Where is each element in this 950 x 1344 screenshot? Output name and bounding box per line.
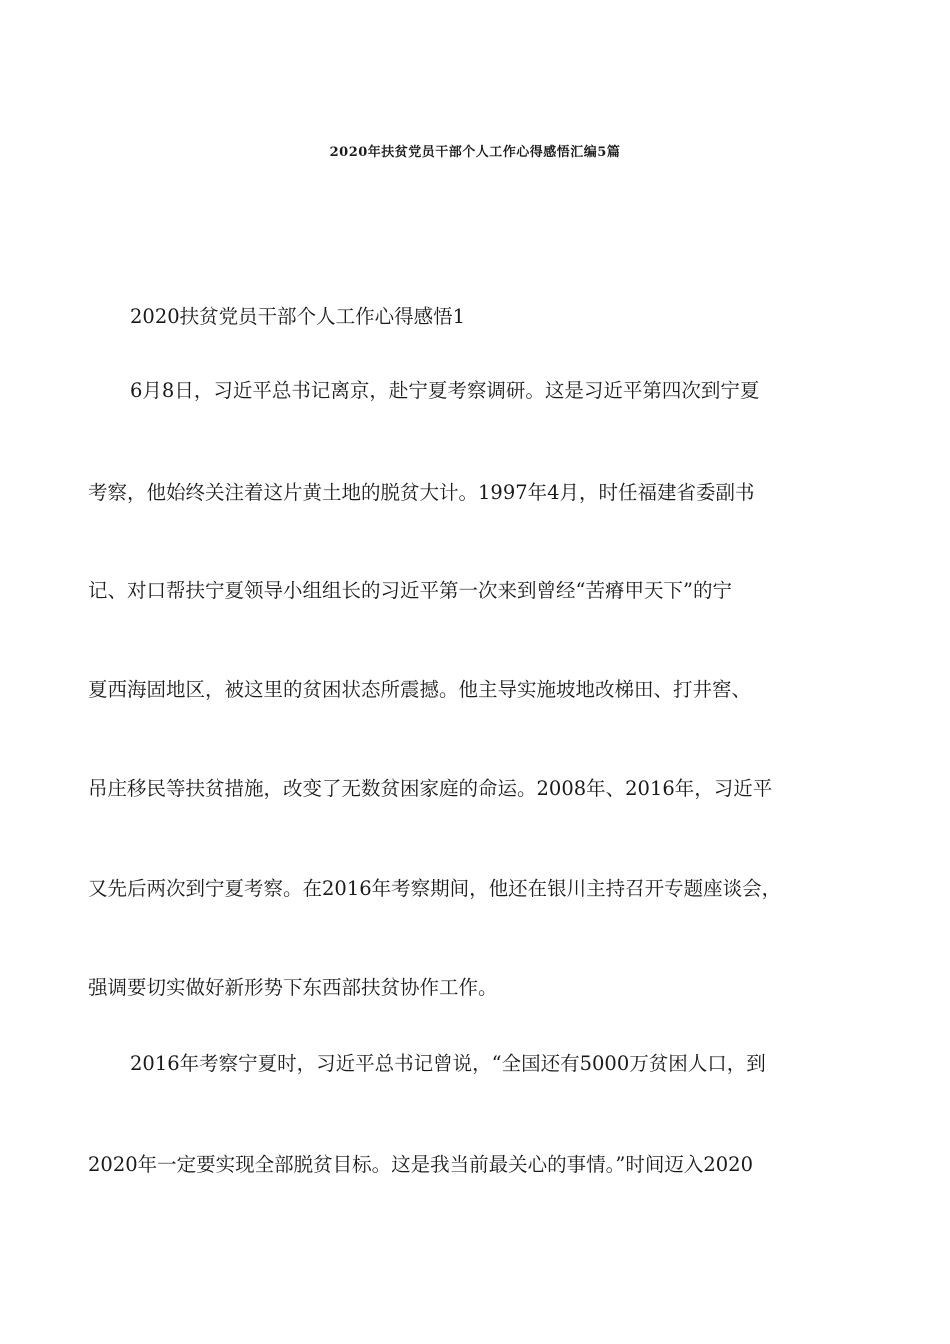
document-title: 2020年扶贫党员干部个人工作心得感悟汇编5篇 [329, 145, 621, 160]
paragraph-line: 2016年考察宁夏时，习近平总书记曾说，“全国还有5000万贫困人口，到 [130, 1052, 766, 1075]
paragraph-line: 2020年一定要实现全部脱贫目标。这是我当前最关心的事情。”时间迈入2020 [88, 1153, 753, 1176]
paragraph-line: 夏西海固地区，被这里的贫困状态所震撼。他主导实施坡地改梯田、打井窖、 [88, 678, 752, 701]
paragraph-line: 6月8日，习近平总书记离京，赴宁夏考察调研。这是习近平第四次到宁夏 [130, 379, 760, 402]
paragraph-line: 强调要切实做好新形势下东西部扶贫协作工作。 [88, 976, 498, 999]
section-heading: 2020扶贫党员干部个人工作心得感悟1 [130, 305, 466, 328]
paragraph-line: 吊庄移民等扶贫措施，改变了无数贫困家庭的命运。2008年、2016年，习近平 [88, 777, 773, 800]
paragraph-line: 又先后两次到宁夏考察。在2016年考察期间，他还在银川主持召开专题座谈会， [88, 877, 782, 900]
paragraph-line: 记、对口帮扶宁夏领导小组组长的习近平第一次来到曾经“苦瘠甲天下”的宁 [88, 579, 732, 602]
paragraph-line: 考察，他始终关注着这片黄土地的脱贫大计。1997年4月，时任福建省委副书 [88, 481, 755, 504]
